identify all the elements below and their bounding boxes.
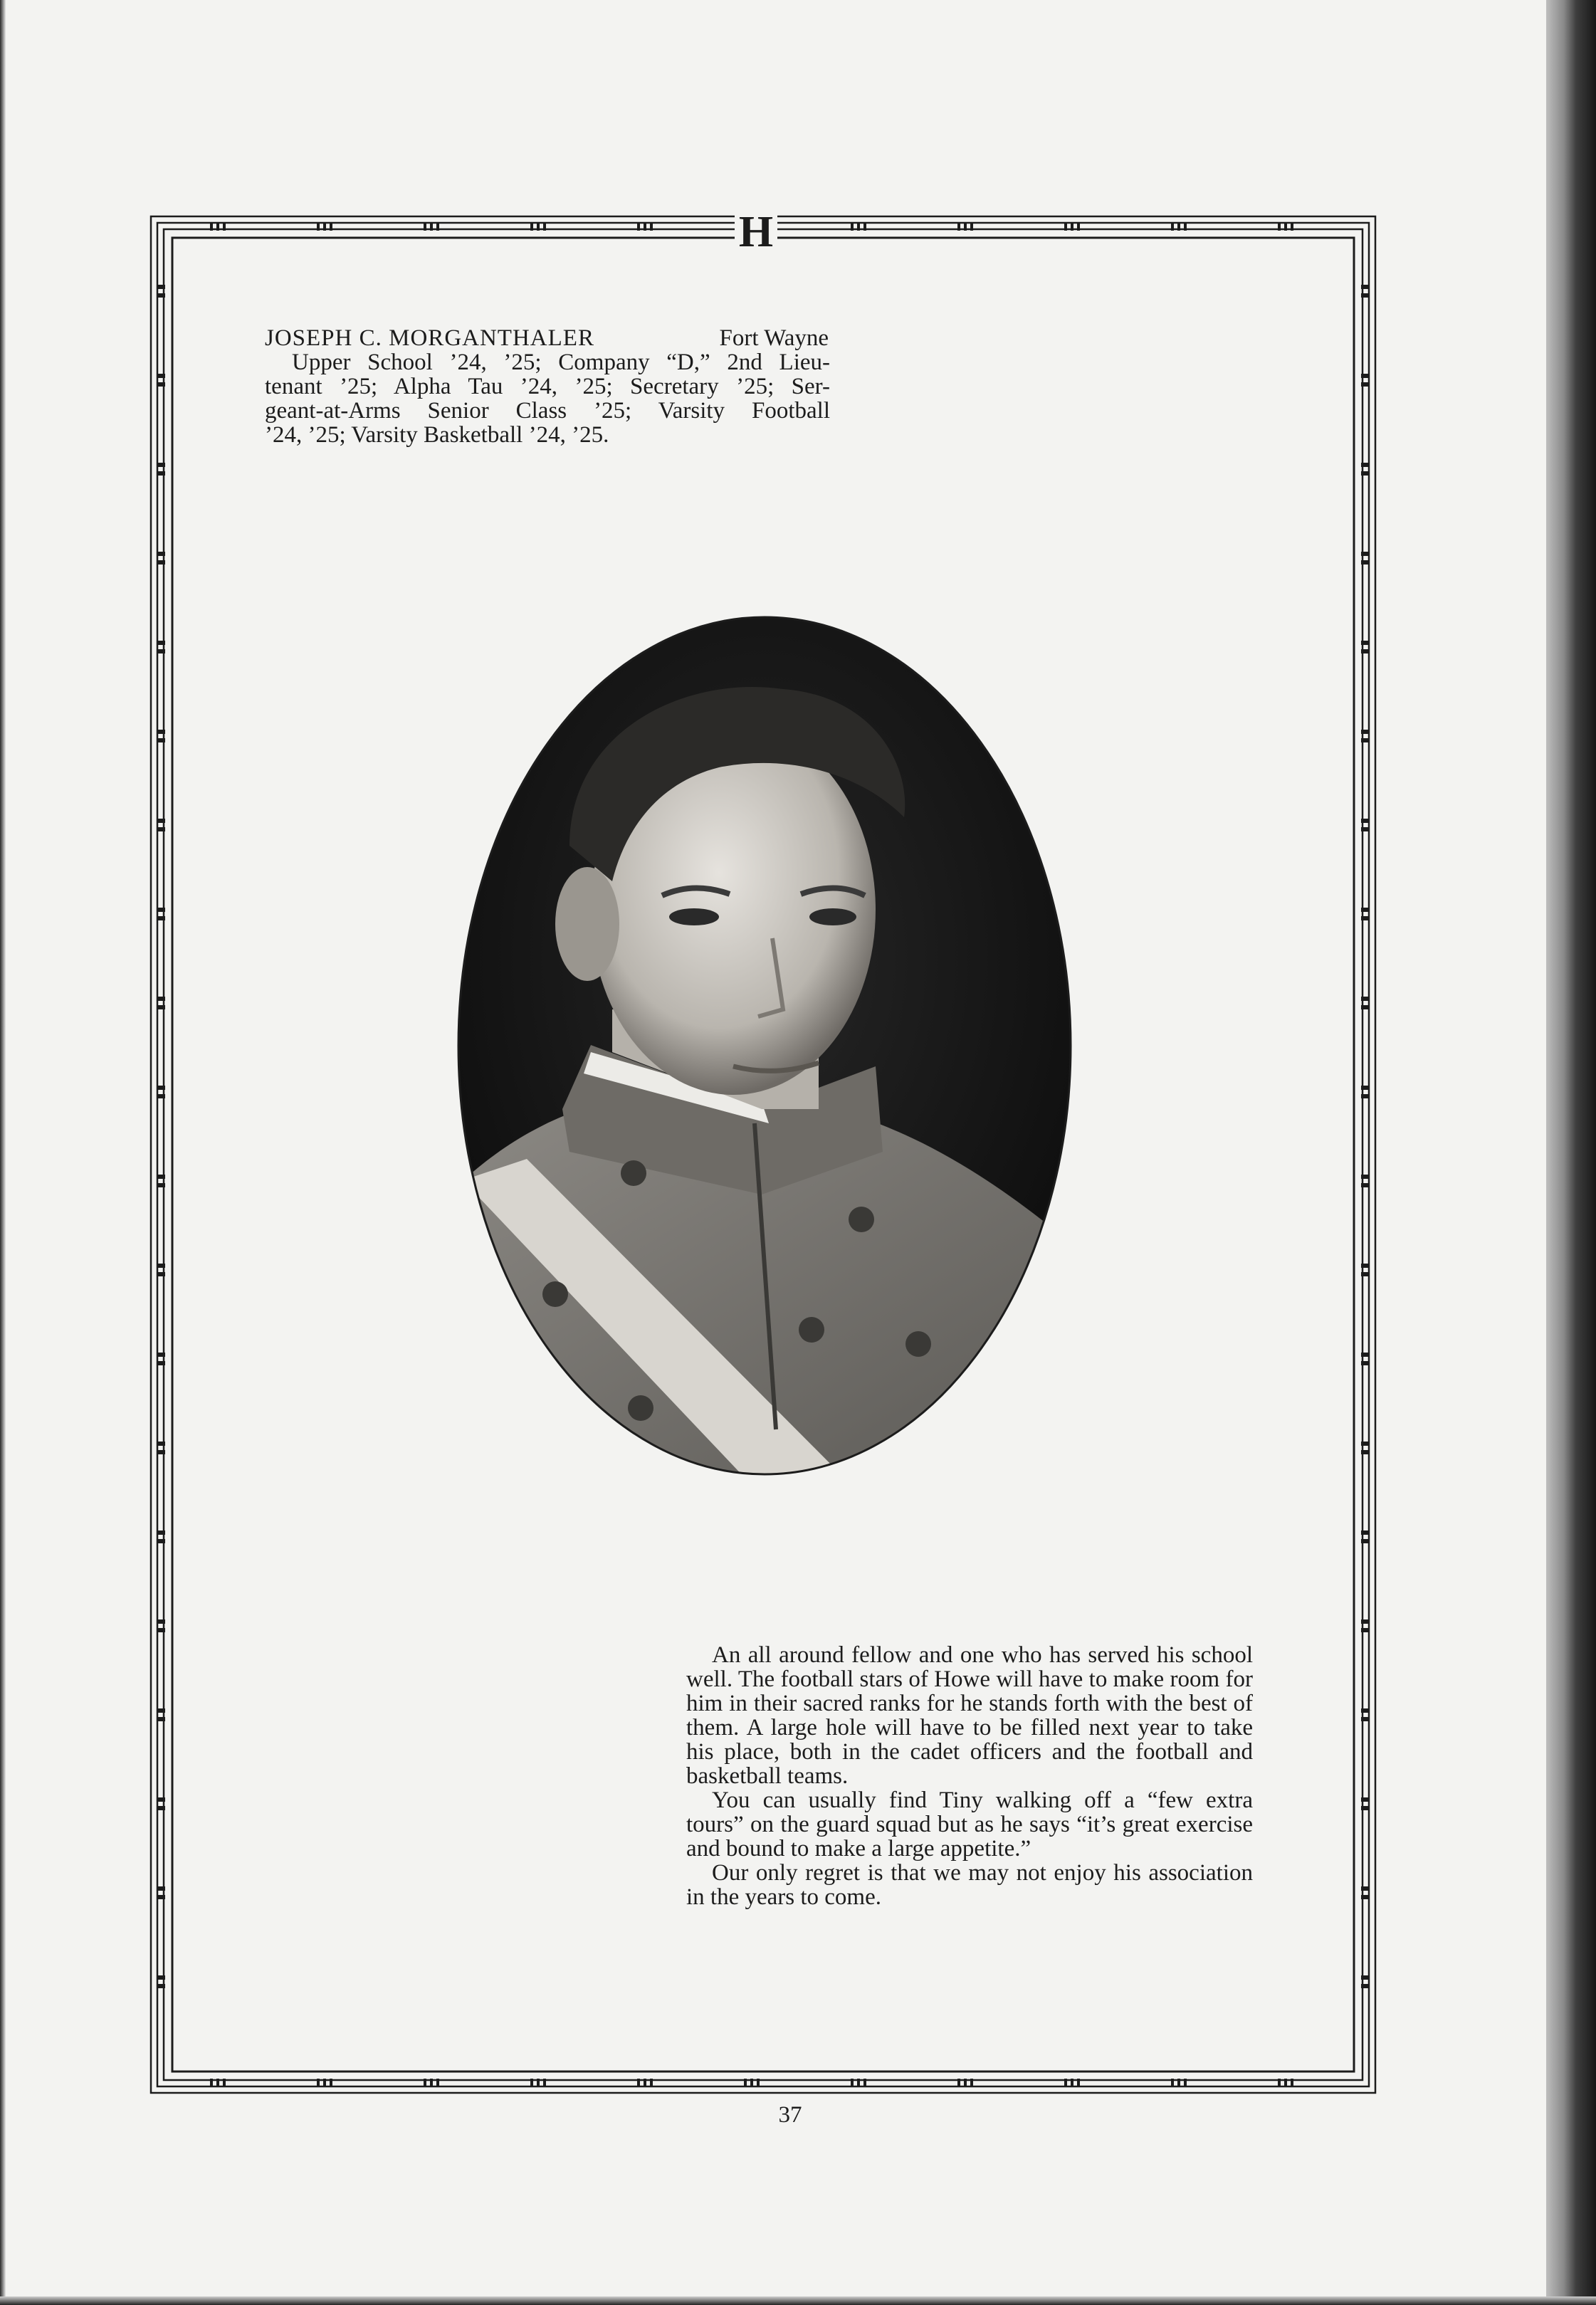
border-ornament	[1361, 1530, 1368, 1535]
border-ornament	[1361, 916, 1368, 920]
border-ornament	[158, 1361, 165, 1365]
border-ornament	[650, 2079, 653, 2086]
writeup-paragraph: You can usually find Tiny walking off a “few extra tours” on the guard squad but as he says “it’s great exercise and bound to make a large appetite.”	[686, 1787, 1253, 1862]
border-ornament	[1361, 560, 1368, 565]
border-ornament	[323, 2079, 326, 2086]
border-ornament	[430, 2079, 433, 2086]
border-ornament	[1361, 641, 1368, 645]
border-ornament	[158, 285, 165, 289]
border-ornament	[1361, 1539, 1368, 1543]
border-ornament	[1361, 649, 1368, 653]
border-ornament	[1291, 2079, 1293, 2086]
student-name: JOSEPH C. MORGANTHALER	[265, 325, 594, 351]
border-ornament	[158, 293, 165, 298]
border-ornament	[957, 224, 960, 231]
border-ornament	[1361, 463, 1368, 467]
border-ornament	[537, 224, 540, 231]
border-ornament	[543, 2079, 546, 2086]
border-ornament	[158, 552, 165, 556]
border-ornament	[1071, 2079, 1073, 2086]
monogram-letter: H	[738, 208, 774, 256]
border-ornament	[970, 224, 973, 231]
border-ornament	[158, 827, 165, 831]
border-ornament	[1361, 1272, 1368, 1276]
border-ornament	[1177, 2079, 1180, 2086]
border-ornament	[323, 224, 326, 231]
border-ornament	[1361, 382, 1368, 387]
border-monogram	[735, 208, 777, 256]
student-hometown: Fort Wayne	[719, 325, 829, 351]
border-ornament	[158, 997, 165, 1001]
border-ornament	[158, 1717, 165, 1721]
border-ornament	[1177, 224, 1180, 231]
border-ornament	[1284, 2079, 1287, 2086]
border-ornament	[1361, 1619, 1368, 1624]
border-ornament	[158, 1094, 165, 1098]
page-number: 37	[778, 2102, 802, 2128]
border-ornament	[637, 224, 640, 231]
border-ornament	[1361, 1264, 1368, 1268]
border-ornament	[158, 1183, 165, 1187]
border-ornament	[158, 649, 165, 653]
student-header	[265, 326, 830, 447]
border-ornament	[1278, 2079, 1281, 2086]
portrait-photo	[448, 611, 1081, 1481]
border-ornament	[158, 1272, 165, 1276]
border-ornament	[1361, 1717, 1368, 1721]
border-ornament	[216, 2079, 219, 2086]
border-ornament	[1184, 224, 1187, 231]
credits-line: Upper School ’24, ’25; Company “D,” 2nd Lieu-	[292, 350, 830, 375]
border-ornament	[637, 2079, 640, 2086]
border-ornament	[1361, 1005, 1368, 1009]
border-ornament	[650, 224, 653, 231]
border-ornament	[1291, 224, 1293, 231]
border-ornament	[158, 1353, 165, 1357]
border-ornament	[1361, 552, 1368, 556]
border-ornament	[424, 2079, 426, 2086]
border-ornament	[1361, 1628, 1368, 1632]
border-ornament	[424, 224, 426, 231]
border-ornament	[158, 471, 165, 476]
border-ornament	[1361, 819, 1368, 823]
credits-line: ’24, ’25; Varsity Basketball ’24, ’25.	[265, 422, 609, 448]
border-ornament	[158, 1975, 165, 1980]
border-ornament	[1284, 224, 1287, 231]
border-ornament	[158, 1530, 165, 1535]
writeup-paragraph: Our only regret is that we may not enjoy his association in the years to come.	[686, 1860, 1253, 1910]
border-ornament	[1361, 1975, 1368, 1980]
border-ornament	[537, 2079, 540, 2086]
border-ornament	[1361, 293, 1368, 298]
border-ornament	[857, 224, 860, 231]
border-ornament	[744, 2079, 747, 2086]
student-writeup	[686, 1643, 1253, 1909]
border-ornament	[330, 2079, 332, 2086]
credits-line: tenant ’25; Alpha Tau ’24, ’25; Secretary ’25; Ser-	[265, 374, 830, 399]
border-ornament	[158, 641, 165, 645]
border-ornament	[1361, 1797, 1368, 1802]
border-ornament	[158, 1895, 165, 1899]
border-ornament	[1361, 1175, 1368, 1179]
border-ornament	[158, 560, 165, 565]
border-ornament	[1361, 1183, 1368, 1187]
border-ornament	[957, 2079, 960, 2086]
border-ornament	[1361, 285, 1368, 289]
border-ornament	[158, 463, 165, 467]
border-ornament	[436, 224, 439, 231]
border-ornament	[158, 1086, 165, 1090]
border-ornament	[757, 2079, 760, 2086]
border-ornament	[543, 224, 546, 231]
border-ornament	[1361, 997, 1368, 1001]
border-ornament	[216, 224, 219, 231]
border-ornament	[1361, 1984, 1368, 1988]
border-ornament	[210, 224, 213, 231]
border-ornament	[1278, 224, 1281, 231]
border-ornament	[158, 916, 165, 920]
border-ornament	[330, 224, 332, 231]
border-ornament	[1171, 2079, 1174, 2086]
border-ornament	[158, 374, 165, 378]
border-ornament	[1064, 2079, 1067, 2086]
border-ornament	[863, 224, 866, 231]
border-ornament	[1361, 374, 1368, 378]
border-ornament	[1064, 224, 1067, 231]
name-line	[265, 326, 830, 350]
border-ornament	[1077, 2079, 1080, 2086]
border-ornament	[644, 224, 646, 231]
border-ornament	[317, 224, 320, 231]
border-ornament	[1361, 1361, 1368, 1365]
border-ornament	[1361, 1708, 1368, 1713]
border-ornament	[158, 1619, 165, 1624]
border-ornament	[857, 2079, 860, 2086]
border-ornament	[851, 2079, 854, 2086]
border-ornament	[158, 730, 165, 734]
border-ornament	[530, 224, 533, 231]
border-ornament	[158, 738, 165, 742]
border-ornament	[851, 224, 854, 231]
border-ornament	[1361, 471, 1368, 476]
border-ornament	[1361, 738, 1368, 742]
border-ornament	[1361, 908, 1368, 912]
border-ornament	[158, 908, 165, 912]
border-ornament	[1184, 2079, 1187, 2086]
border-ornament	[436, 2079, 439, 2086]
border-ornament	[430, 224, 433, 231]
border-ornament	[158, 1539, 165, 1543]
border-ornament	[223, 2079, 226, 2086]
border-ornament	[158, 1005, 165, 1009]
border-ornament	[1361, 730, 1368, 734]
writeup-paragraph: An all around fellow and one who has served his school well. The football stars of Howe will have to make room for him in their sacred ranks for he stands forth with the best of them. A large hole will have to be filled next year to take his place, both in the cadet officers and the football and basketball teams.	[686, 1642, 1253, 1789]
border-ornament	[750, 2079, 753, 2086]
border-ornament	[158, 819, 165, 823]
border-ornament	[1361, 827, 1368, 831]
border-ornament	[158, 1442, 165, 1446]
border-ornament	[964, 2079, 967, 2086]
border-ornament	[158, 1264, 165, 1268]
border-ornament	[158, 1886, 165, 1891]
border-ornament	[158, 1708, 165, 1713]
border-ornament	[158, 1450, 165, 1454]
border-ornament	[1171, 224, 1174, 231]
border-ornament	[644, 2079, 646, 2086]
border-ornament	[1361, 1450, 1368, 1454]
border-ornament	[1361, 1806, 1368, 1810]
border-ornament	[223, 224, 226, 231]
border-ornament	[1361, 1086, 1368, 1090]
border-ornament	[1361, 1353, 1368, 1357]
border-ornament	[964, 224, 967, 231]
border-ornament	[1361, 1895, 1368, 1899]
border-ornament	[158, 382, 165, 387]
credits-line: geant-at-Arms Senior Class ’25; Varsity Football	[265, 398, 830, 424]
border-ornament	[1361, 1886, 1368, 1891]
border-ornament	[1077, 224, 1080, 231]
border-ornament	[158, 1797, 165, 1802]
border-ornament	[1071, 224, 1073, 231]
border-ornament	[1361, 1442, 1368, 1446]
border-ornament	[970, 2079, 973, 2086]
border-ornament	[158, 1628, 165, 1632]
border-ornament	[158, 1806, 165, 1810]
border-ornament	[863, 2079, 866, 2086]
border-ornament	[158, 1175, 165, 1179]
border-ornament	[1361, 1094, 1368, 1098]
border-ornament	[530, 2079, 533, 2086]
border-ornament	[210, 2079, 213, 2086]
border-ornament	[158, 1984, 165, 1988]
border-ornament	[317, 2079, 320, 2086]
